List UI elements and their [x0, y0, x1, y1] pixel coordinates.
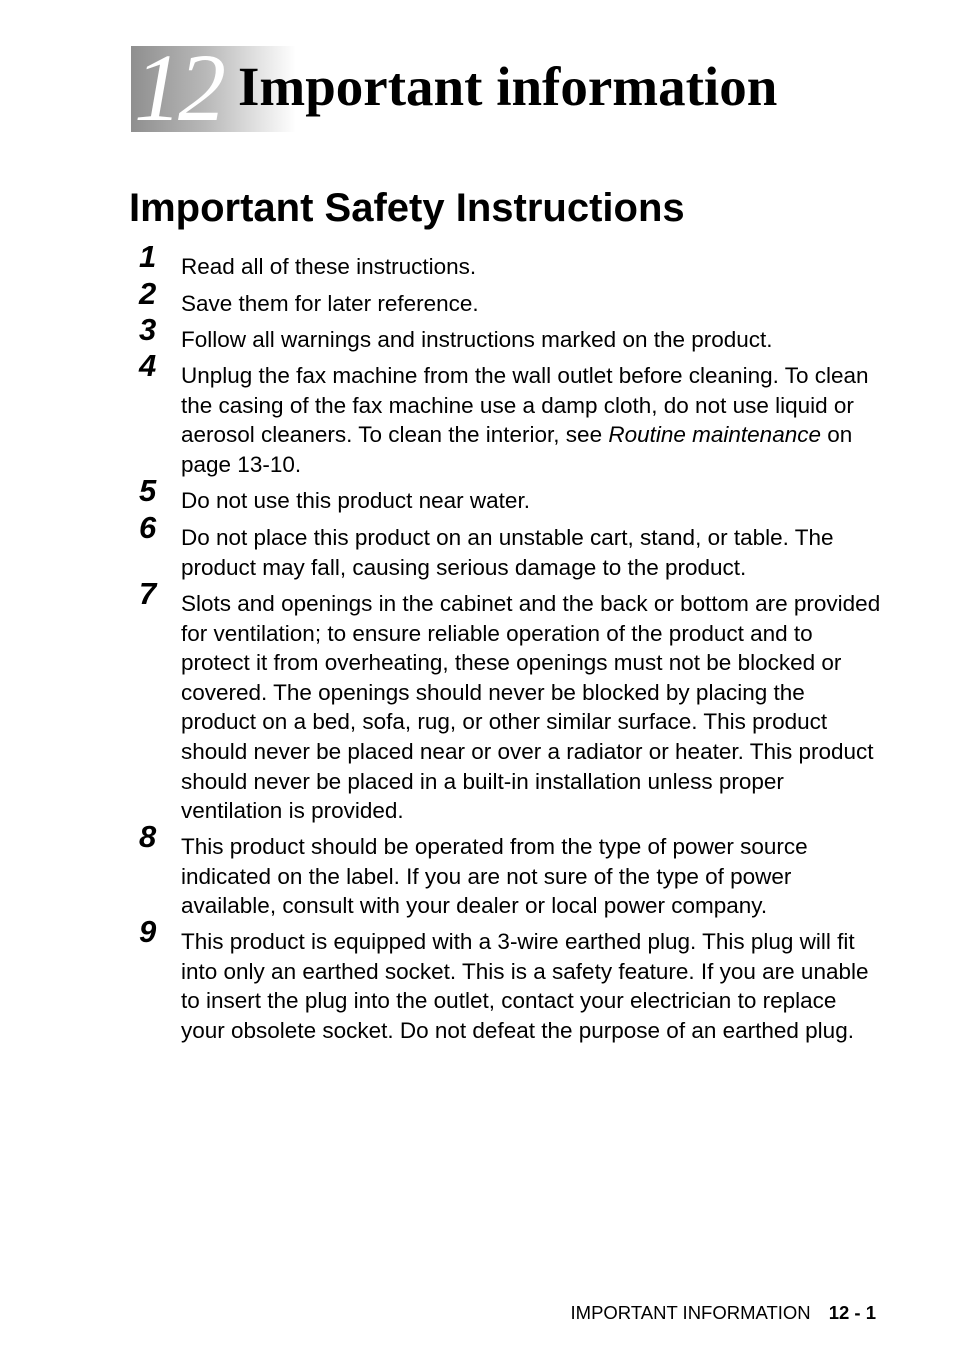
step-number: 6	[139, 510, 157, 545]
step-number: 7	[139, 576, 157, 611]
step-text-part: on page 13-10.	[181, 422, 853, 477]
step-number: 9	[139, 914, 157, 949]
step-number: 5	[139, 473, 157, 508]
step-text: Read all of these instructions.	[181, 254, 477, 279]
step-text: Save them for later reference.	[181, 291, 479, 316]
cross-reference-link-text: Routine maintenance	[608, 422, 821, 448]
chapter-number: 12	[134, 34, 222, 141]
step-number: 3	[139, 312, 157, 347]
step-number: 4	[139, 348, 157, 383]
page-footer	[571, 1301, 876, 1325]
step-number: 2	[139, 276, 157, 311]
chapter-title: Important information	[238, 56, 778, 117]
step-text: This product should be operated from the type of power source indicated on the label. If you are not sure of the type of power available, consult with your dealer or local power company.	[181, 834, 808, 919]
step-text-part: Unplug the fax machine from the wall outlet before cleaning. To clean the casing of the fax machine use a damp cloth, do not use liquid or aerosol cleaners. To clean the interior, see	[181, 363, 869, 448]
section-title: Important Safety Instructions	[129, 186, 685, 230]
footer-chapter-label: IMPORTANT INFORMATION	[570, 1302, 811, 1323]
page-number: 12 - 1	[828, 1302, 876, 1323]
step-text: Follow all warnings and instructions marked on the product.	[181, 327, 773, 352]
step-number: 1	[139, 239, 157, 274]
step-text: Slots and openings in the cabinet and the back or bottom are provided for ventilation; to ensure reliable operation of the product and to protect it from overheating, these openings must not be blocked or covered. The openings should never be blocked by placing the product on a bed, sofa, rug, or other similar surface. This product should never be placed near or over a radiator or heater. This product should never be placed in a built-in installation unless proper ventilation is provided.	[181, 591, 881, 824]
step-number: 8	[139, 819, 157, 854]
step-text: Do not use this product near water.	[181, 488, 530, 513]
step-text	[181, 361, 881, 479]
step-text: This product is equipped with a 3-wire earthed plug. This plug will fit into only an earthed socket. This is a safety feature. If you are unable to insert the plug into the outlet, contact your electrician to replace your obsolete socket. Do not defeat the purpose of an earthed plug.	[181, 929, 869, 1043]
step-text: Do not place this product on an unstable cart, stand, or table. The product may fall, causing serious damage to the product.	[181, 525, 834, 580]
